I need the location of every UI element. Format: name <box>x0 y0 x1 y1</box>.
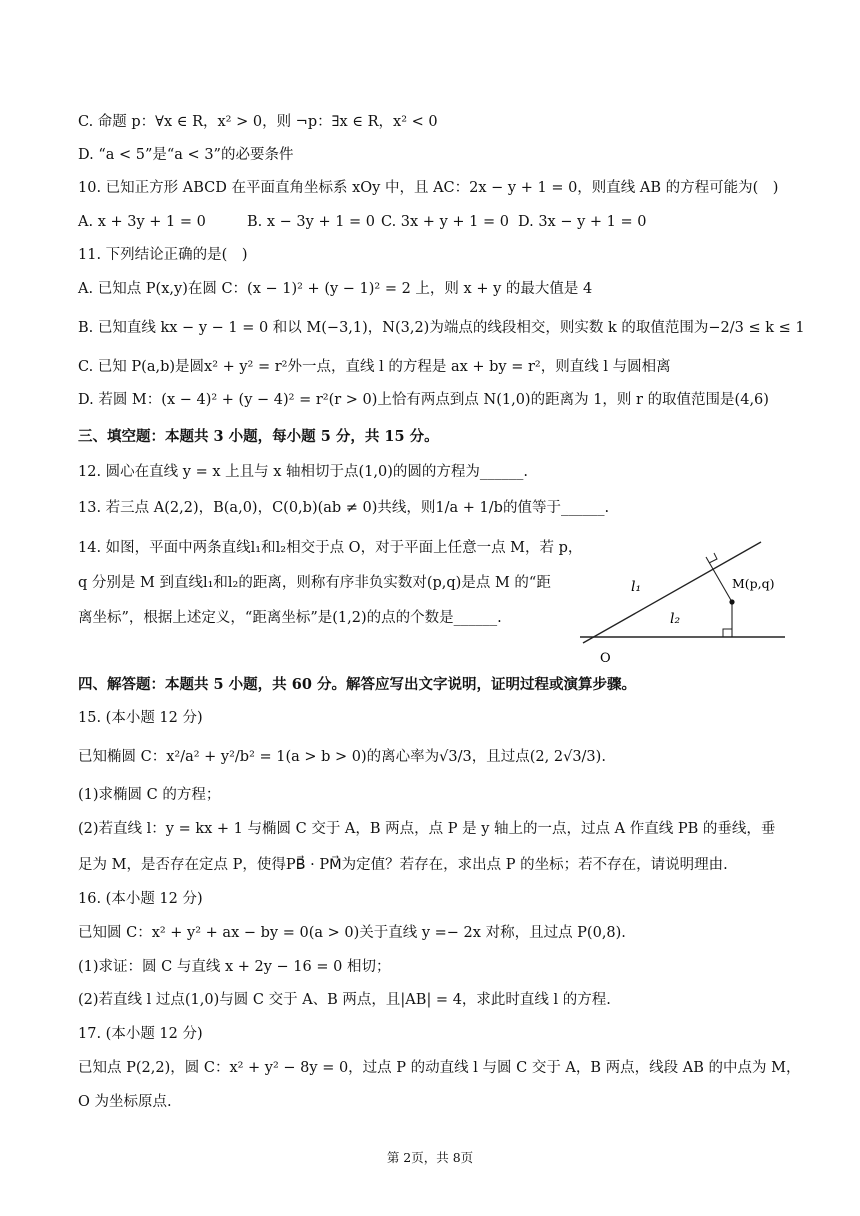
question-14-line-3: 离坐标”，根据上述定义，“距离坐标”是(1,2)的点的个数是______. <box>78 610 502 626</box>
line-l1 <box>583 542 761 643</box>
point-m <box>729 599 734 604</box>
question-17-stem-line-1: 已知点 P(2,2)，圆 C：x² + y² − 8y = 0，过点 P 的动直线 l 与圆 C 交于 A，B 两点，线段 AB 的中点为 M， <box>78 1060 801 1076</box>
distance-coordinate-figure <box>575 535 790 670</box>
question-16-part-1: (1)求证：圆 C 与直线 x + 2y − 16 = 0 相切； <box>78 959 391 975</box>
question-10-option-b: B. x − 3y + 1 = 0 <box>247 214 376 230</box>
question-14-line-1: 14. 如图，平面中两条直线l₁和l₂相交于点 O，对于平面上任意一点 M，若 p， <box>78 540 583 556</box>
question-17-stem-line-2: O 为坐标原点. <box>78 1094 172 1110</box>
question-10-option-c: C. 3x + y + 1 = 0 <box>381 214 509 230</box>
question-11-option-c: C. 已知 P(a,b)是圆x² + y² = r²外一点，直线 l 的方程是 ax + by = r²，则直线 l 与圆相离 <box>78 359 671 375</box>
question-13: 13. 若三点 A(2,2)，B(a,0)，C(0,b)(ab ≠ 0)共线，则1/a + 1/b的值等于______. <box>78 500 610 516</box>
question-15-header: 15. (本小题 12 分) <box>78 710 203 726</box>
section-3-heading: 三、填空题：本题共 3 小题，每小题 5 分，共 15 分。 <box>78 428 439 445</box>
question-14-line-2: q 分别是 M 到直线l₁和l₂的距离，则称有序非负实数对(p,q)是点 M 的“距 <box>78 575 551 591</box>
right-angle-mark-l2 <box>723 629 732 637</box>
question-17-header: 17. (本小题 12 分) <box>78 1026 203 1042</box>
question-11-option-a: A. 已知点 P(x,y)在圆 C：(x − 1)² + (y − 1)² = 2 上，则 x + y 的最大值是 4 <box>78 281 593 297</box>
question-10-option-a: A. x + 3y + 1 = 0 <box>78 214 206 230</box>
question-15-part-1: (1)求椭圆 C 的方程； <box>78 787 221 803</box>
section-4-heading: 四、解答题：本题共 5 小题，共 60 分。解答应写出文字说明，证明过程或演算步骤。 <box>78 676 636 693</box>
label-l1: l₁ <box>631 579 642 595</box>
question-10-option-d: D. 3x − y + 1 = 0 <box>518 214 647 230</box>
perpendicular-to-l1 <box>706 557 732 602</box>
page-footer: 第 2页，共 8页 <box>386 1150 474 1165</box>
label-l2: l₂ <box>670 611 681 627</box>
question-11-option-d: D. 若圆 M：(x − 4)² + (y − 4)² = r²(r > 0)上恰有两点到点 N(1,0)的距离为 1，则 r 的取值范围是(4,6) <box>78 392 769 408</box>
question-15-stem: 已知椭圆 C：x²/a² + y²/b² = 1(a > b > 0)的离心率为√3/3，且过点(2, 2√3/3). <box>78 749 606 765</box>
option-d-necessary-condition: D. “a < 5”是“a < 3”的必要条件 <box>78 147 294 163</box>
question-11-stem: 11. 下列结论正确的是( ) <box>78 247 248 263</box>
question-10-stem: 10. 已知正方形 ABCD 在平面直角坐标系 xOy 中，且 AC：2x − y + 1 = 0，则直线 AB 的方程可能为( ) <box>78 180 779 196</box>
right-angle-mark-l1 <box>709 553 717 563</box>
question-16-stem: 已知圆 C：x² + y² + ax − by = 0(a > 0)关于直线 y =− 2x 对称，且过点 P(0,8). <box>78 925 626 941</box>
question-15-part-2-line-2: 足为 M，是否存在定点 P，使得PB⃗ · PM⃗为定值？若存在，求出点 P 的坐标；若不存在，请说明理由. <box>78 857 728 873</box>
label-m: M(p,q) <box>732 576 775 591</box>
question-12: 12. 圆心在直线 y = x 上且与 x 轴相切于点(1,0)的圆的方程为______. <box>78 464 529 480</box>
question-16-part-2: (2)若直线 l 过点(1,0)与圆 C 交于 A、B 两点，且|AB| = 4，求此时直线 l 的方程. <box>78 992 611 1008</box>
option-c-propositions: C. 命题 p：∀x ∈ R，x² > 0，则 ¬p：∃x ∈ R，x² < 0 <box>78 114 438 130</box>
label-o: O <box>600 651 611 666</box>
question-11-option-b: B. 已知直线 kx − y − 1 = 0 和以 M(−3,1)，N(3,2)为端点的线段相交，则实数 k 的取值范围为−2/3 ≤ k ≤ 1 <box>78 320 805 336</box>
question-16-header: 16. (本小题 12 分) <box>78 891 203 907</box>
question-15-part-2-line-1: (2)若直线 l：y = kx + 1 与椭圆 C 交于 A，B 两点，点 P 是 y 轴上的一点，过点 A 作直线 PB 的垂线，垂 <box>78 821 776 837</box>
